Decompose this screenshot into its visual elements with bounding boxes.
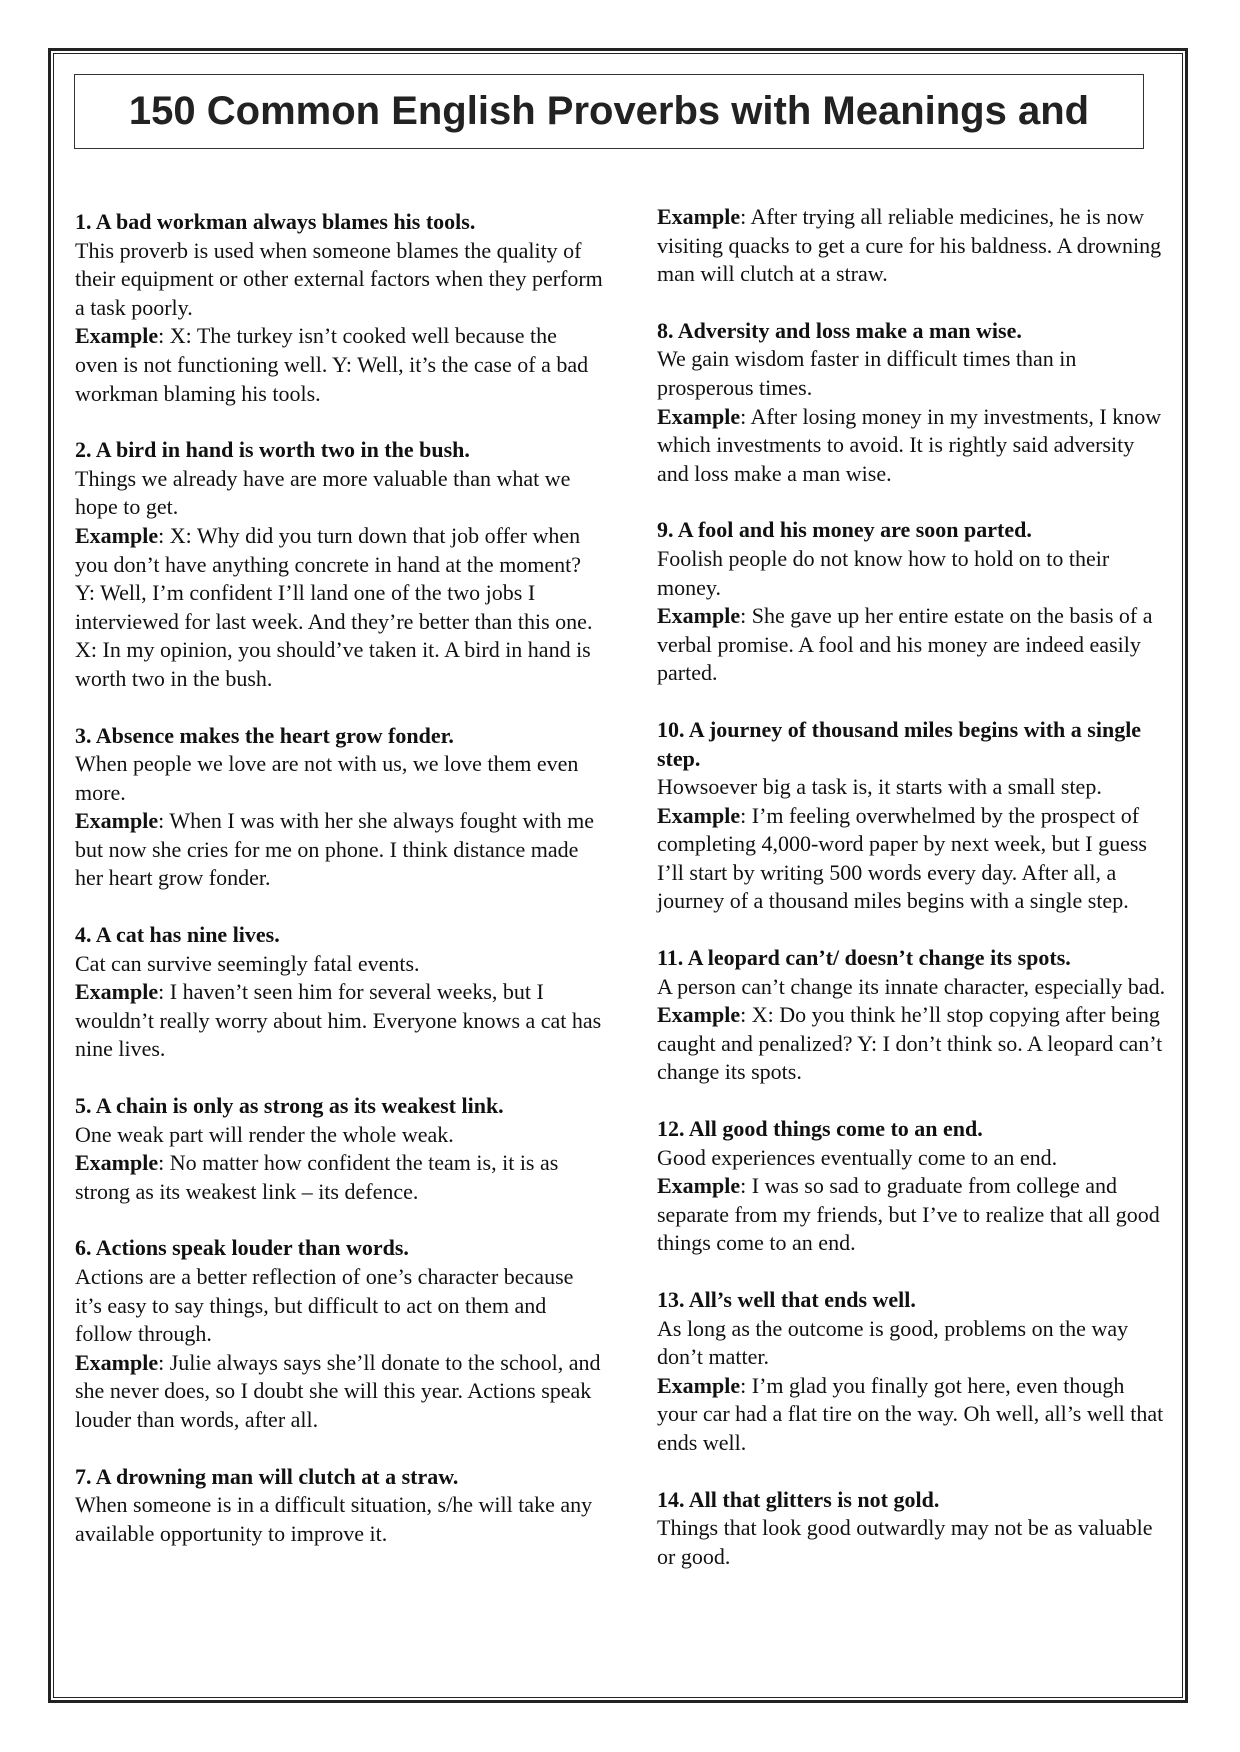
example-text: : X: Why did you turn down that job offer when you don’t have anything concrete in hand at the moment? Y: Well, I’m confident I’ll land one of the two jobs I interviewed for last week. And they’re better than this one. X: In my opinion, you should’ve taken it. A bird in hand is worth two in the bush. xyxy=(75,522,593,691)
proverb-heading: 3. Absence makes the heart grow fonder. xyxy=(75,722,454,748)
proverb-meaning: Things that look good outwardly may not be as valuable or good. xyxy=(657,1515,1153,1569)
proverb-entry xyxy=(75,1234,605,1434)
proverb-entry xyxy=(75,208,605,408)
example-text: : No matter how confident the team is, it is as strong as its weakest link – its defence. xyxy=(75,1150,559,1204)
proverb-example xyxy=(657,1172,1167,1258)
example-text: : After trying all reliable medicines, he is now visiting quacks to get a cure for his baldness. A drowning man will clutch at a straw. xyxy=(657,204,1162,287)
page-title: 150 Common English Proverbs with Meanings and xyxy=(128,89,1090,133)
example-text: : X: The turkey isn’t cooked well because the oven is not functioning well. Y: Well, it’s the case of a bad workman blaming his tools. xyxy=(75,323,589,406)
example-text: : I haven’t seen him for several weeks, but I wouldn’t really worry about him. Everyone knows a cat has nine lives. xyxy=(75,979,602,1062)
left-column xyxy=(75,208,605,1576)
example-label: Example xyxy=(75,522,159,548)
example-label: Example xyxy=(657,802,741,828)
proverb-entry xyxy=(75,722,605,894)
right-column xyxy=(657,203,1167,1599)
proverb-example xyxy=(657,1372,1167,1458)
proverb-example xyxy=(75,322,605,408)
example-label: Example xyxy=(657,1173,741,1199)
proverb-entry xyxy=(75,1092,605,1206)
example-text: : She gave up her entire estate on the basis of a verbal promise. A fool and his money are indeed easily parted. xyxy=(657,603,1153,686)
example-label: Example xyxy=(657,1002,741,1028)
example-text: : X: Do you think he’ll stop copying after being caught and penalized? Y: I don’t think so. A leopard can’t change its spots. xyxy=(657,1002,1163,1085)
proverb-heading: 6. Actions speak louder than words. xyxy=(75,1235,409,1261)
example-label: Example xyxy=(75,808,159,834)
example-text: : I’m feeling overwhelmed by the prospect of completing 4,000-word paper by next week, but I guess I’ll start by writing 500 words every day. After all, a journey of a thousand miles begins with a single step. xyxy=(657,802,1147,914)
proverb-entry xyxy=(657,1286,1167,1458)
proverb-example xyxy=(657,203,1167,289)
proverb-heading: 1. A bad workman always blames his tools. xyxy=(75,209,476,234)
proverb-heading: 11. A leopard can’t/ doesn’t change its spots. xyxy=(657,945,1071,971)
proverb-meaning: This proverb is used when someone blames the quality of their equipment or other external factors when they perform a task poorly. xyxy=(75,237,603,320)
example-label: Example xyxy=(657,403,741,429)
proverb-meaning: A person can’t change its innate character, especially bad. xyxy=(657,973,1166,999)
proverb-heading: 5. A chain is only as strong as its weakest link. xyxy=(75,1093,504,1119)
proverb-heading: 7. A drowning man will clutch at a straw. xyxy=(75,1463,459,1489)
proverb-meaning: Cat can survive seemingly fatal events. xyxy=(75,950,420,976)
example-text: : Julie always says she’ll donate to the school, and she never does, so I doubt she will this year. Actions speak louder than words, after all. xyxy=(75,1349,601,1432)
proverb-example xyxy=(75,1349,605,1435)
proverb-entry xyxy=(657,944,1167,1087)
proverb-meaning: Foolish people do not know how to hold on to their money. xyxy=(657,545,1110,600)
example-text: : I’m glad you finally got here, even though your car had a flat tire on the way. Oh well, all’s well that ends well. xyxy=(657,1372,1164,1455)
proverb-heading: 12. All good things come to an end. xyxy=(657,1116,983,1142)
proverb-example xyxy=(657,602,1167,688)
proverb-example xyxy=(657,802,1167,916)
proverb-meaning: Howsoever big a task is, it starts with a small step. xyxy=(657,774,1102,800)
example-label: Example xyxy=(75,323,159,349)
example-label: Example xyxy=(75,1150,159,1176)
proverb-entry xyxy=(657,516,1167,688)
proverb-entry xyxy=(657,716,1167,916)
proverb-example xyxy=(75,1149,605,1206)
proverb-example xyxy=(75,978,605,1064)
proverb-entry xyxy=(75,921,605,1064)
proverb-entry xyxy=(75,436,605,693)
proverb-meaning: Actions are a better reflection of one’s character because it’s easy to say things, but difficult to act on them and follow through. xyxy=(75,1264,574,1347)
proverb-entry-continued xyxy=(657,203,1167,289)
proverb-heading: 9. A fool and his money are soon parted. xyxy=(657,517,1032,543)
proverb-example xyxy=(75,522,605,694)
example-text: : I was so sad to graduate from college and separate from my friends, but I’ve to realize that all good things come to an end. xyxy=(657,1173,1160,1256)
proverb-heading: 4. A cat has nine lives. xyxy=(75,922,280,948)
example-label: Example xyxy=(657,603,741,629)
proverb-meaning: One weak part will render the whole weak. xyxy=(75,1121,454,1147)
proverb-entry xyxy=(75,1463,605,1549)
example-label: Example xyxy=(657,1372,741,1398)
proverb-heading: 2. A bird in hand is worth two in the bush. xyxy=(75,437,470,463)
proverb-entry xyxy=(657,1486,1167,1572)
proverb-heading: 14. All that glitters is not gold. xyxy=(657,1486,940,1512)
proverb-heading: 10. A journey of thousand miles begins with a single step. xyxy=(657,716,1142,771)
proverb-meaning: When someone is in a difficult situation, s/he will take any available opportunity to improve it. xyxy=(75,1492,593,1546)
proverb-example xyxy=(657,1001,1167,1087)
proverb-heading: 8. Adversity and loss make a man wise. xyxy=(657,317,1022,343)
proverb-meaning: We gain wisdom faster in difficult times than in prosperous times. xyxy=(657,346,1077,400)
proverb-entry xyxy=(657,317,1167,489)
proverb-heading: 13. All’s well that ends well. xyxy=(657,1287,916,1312)
example-label: Example xyxy=(75,979,159,1005)
example-text: : When I was with her she always fought with me but now she cries for me on phone. I think distance made her heart grow fonder. xyxy=(75,808,594,891)
proverb-example xyxy=(75,807,605,893)
proverb-entry xyxy=(657,1115,1167,1258)
example-label: Example xyxy=(657,204,741,229)
proverb-example xyxy=(657,403,1167,489)
example-text: : After losing money in my investments, I know which investments to avoid. It is rightly said adversity and loss make a man wise. xyxy=(657,403,1162,486)
title-box xyxy=(74,74,1144,149)
proverb-meaning: As long as the outcome is good, problems on the way don’t matter. xyxy=(657,1315,1129,1370)
proverb-meaning: When people we love are not with us, we love them even more. xyxy=(75,751,579,805)
example-label: Example xyxy=(75,1349,159,1375)
proverb-meaning: Good experiences eventually come to an end. xyxy=(657,1144,1058,1170)
proverb-meaning: Things we already have are more valuable than what we hope to get. xyxy=(75,465,571,520)
